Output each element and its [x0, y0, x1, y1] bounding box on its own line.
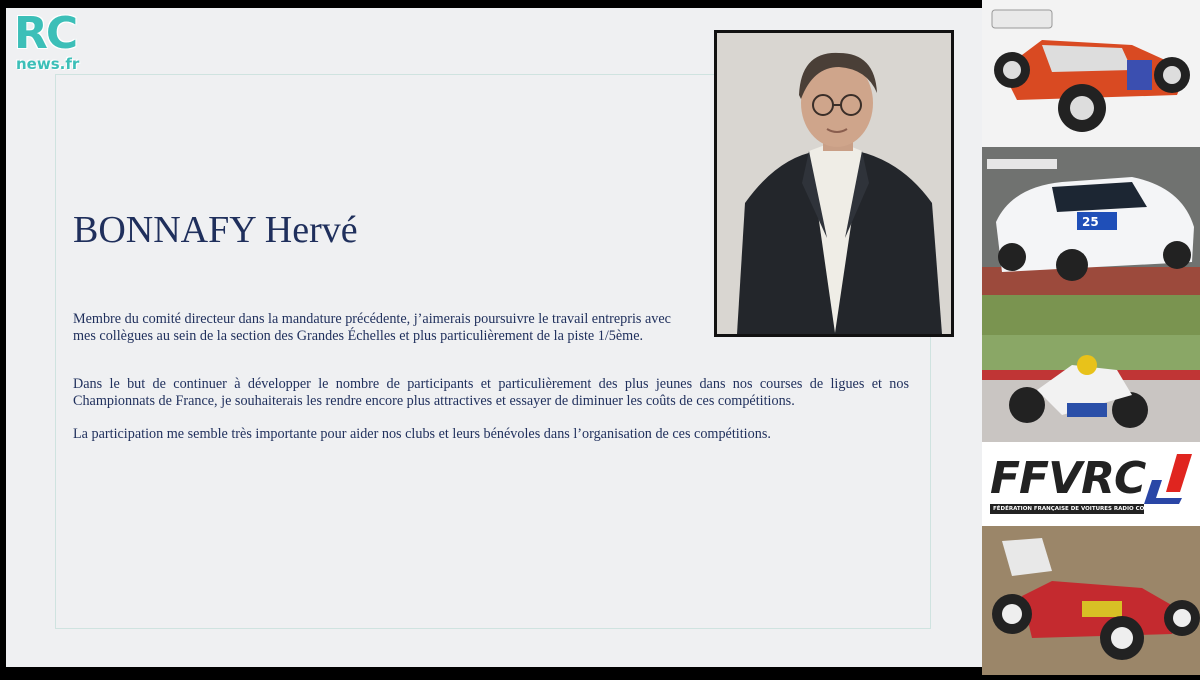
- offroad-buggy-image: [982, 526, 1200, 675]
- candidate-portrait-photo: [714, 30, 954, 337]
- paragraph-1: Membre du comité directeur dans la mandature précédente, j’aimerais poursuivre le travail entrepris avec mes collègues au sein de la section des Grandes Échelles et plus particulièrement de la piste 1/5ème.: [73, 311, 671, 344]
- presentation-slide: [6, 8, 982, 667]
- motorcycle-image: [982, 295, 1200, 442]
- logo-rc-text: RC: [14, 8, 77, 59]
- svg-text:25: 25: [1082, 215, 1099, 229]
- rcnews-logo: [14, 8, 94, 74]
- buggy-image: [982, 0, 1200, 147]
- paragraph-3: La participation me semble très importante pour aider nos clubs et leurs bénévoles dans l’organisation de ces compétitions.: [73, 426, 771, 442]
- ffvrc-logo: [982, 442, 1200, 526]
- touring-car-image: [982, 147, 1200, 295]
- candidate-name: BONNAFY Hervé: [73, 209, 358, 251]
- ffvrc-logo-text: FFVRC: [990, 453, 1146, 504]
- logo-news-text: news.fr: [16, 55, 80, 73]
- ffvrc-subtitle: FÉDÉRATION FRANÇAISE DE VOITURES RADIO COMMANDÉES: [990, 504, 1144, 514]
- sidebar-gallery: [982, 0, 1200, 675]
- paragraph-2: Dans le but de continuer à développer le nombre de participants et particulièrement des plus jeunes dans nos courses de ligues et nos Championnats de France, je souhaiterais les rendre encore plus attractives et essayer de diminuer les coûts de ces compétitions.: [73, 376, 909, 409]
